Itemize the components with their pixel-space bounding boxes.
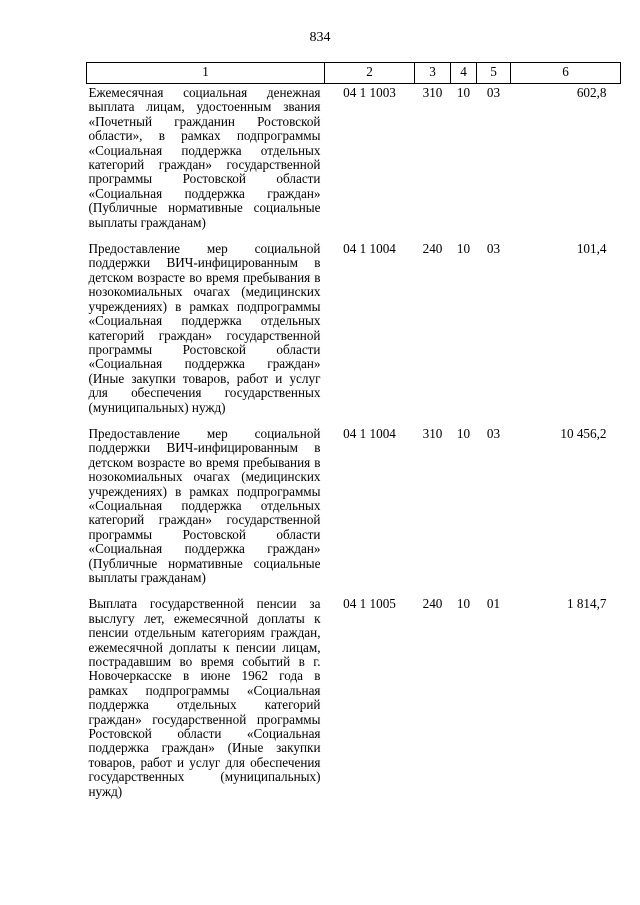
- row-program-code: 04 1 1004: [343, 425, 396, 441]
- row-description: Выплата государственной пенсии за выслугу лет, ежемесячной доплаты к пенсии отдельным категориям граждан, ежемесячной доплаты к пенсии лицам, пострадавшим во время событий в г. Новочеркасске в июне 1962 года в рамках подпрограммы «Социальная поддержка отдельных категорий граждан» государственной программы Ростовской области «Социальная поддержка граждан» (Иные закупки товаров, работ и услуг для обеспечения государственных (муниципальных) нужд): [88, 596, 321, 799]
- column-header-2: 2: [325, 63, 415, 84]
- row-amount: 1 814,7: [566, 596, 607, 612]
- row-section: 10: [456, 596, 471, 612]
- row-amount: 101,4: [576, 241, 607, 257]
- row-expense-type: 240: [422, 241, 443, 257]
- row-expense-type: 310: [422, 425, 443, 441]
- row-subsection: 03: [486, 425, 501, 441]
- row-amount: 10 456,2: [560, 425, 607, 441]
- row-expense-type: 240: [422, 596, 443, 612]
- row-subsection: 03: [486, 85, 501, 100]
- row-program-code: 04 1 1004: [343, 241, 396, 257]
- column-header-3: 3: [415, 63, 451, 84]
- row-amount: 602,8: [576, 85, 607, 100]
- budget-table: [86, 62, 621, 809]
- row-subsection: 01: [486, 596, 501, 612]
- table-header-row: [87, 63, 621, 84]
- row-description: Предоставление мер социальной поддержки ВИЧ-инфицированным в детском возрасте во время пребывания в нозокомиальных очагах (медицинских учреждениях) в рамках подпрограммы «Социальная поддержка отдельных категорий граждан» государственной программы Ростовской области «Социальная поддержка граждан» (Публичные нормативные социальные выплаты гражданам): [88, 425, 321, 585]
- column-header-1: 1: [87, 63, 325, 84]
- table-row: [87, 84, 621, 241]
- page-number: 834: [309, 30, 331, 45]
- row-description: Предоставление мер социальной поддержки ВИЧ-инфицированным в детском возрасте во время пребывания в нозокомиальных очагах (медицинских учреждениях) в рамках подпрограммы «Социальная поддержка отдельных категорий граждан» государственной программы Ростовской области «Социальная поддержка граждан» (Иные закупки товаров, работ и услуг для обеспечения государственных (муниципальных) нужд): [88, 241, 321, 415]
- table-row: [87, 425, 621, 595]
- row-description: Ежемесячная социальная денежная выплата лицам, удостоенным звания «Почетный гражданин Ростовской области», в рамках подпрограммы «Социальная поддержка отдельных категорий граждан» государственной программы Ростовской области «Социальная поддержка граждан» (Публичные нормативные социальные выплаты гражданам): [88, 85, 321, 230]
- table-row: [87, 240, 621, 425]
- column-header-4: 4: [451, 63, 477, 84]
- row-section: 10: [456, 241, 471, 257]
- row-subsection: 03: [486, 241, 501, 257]
- table-row: [87, 595, 621, 809]
- row-section: 10: [456, 425, 471, 441]
- column-header-5: 5: [477, 63, 511, 84]
- row-expense-type: 310: [422, 85, 443, 100]
- row-program-code: 04 1 1005: [343, 596, 396, 612]
- column-header-6: 6: [511, 63, 621, 84]
- row-program-code: 04 1 1003: [343, 85, 396, 100]
- row-section: 10: [456, 85, 471, 100]
